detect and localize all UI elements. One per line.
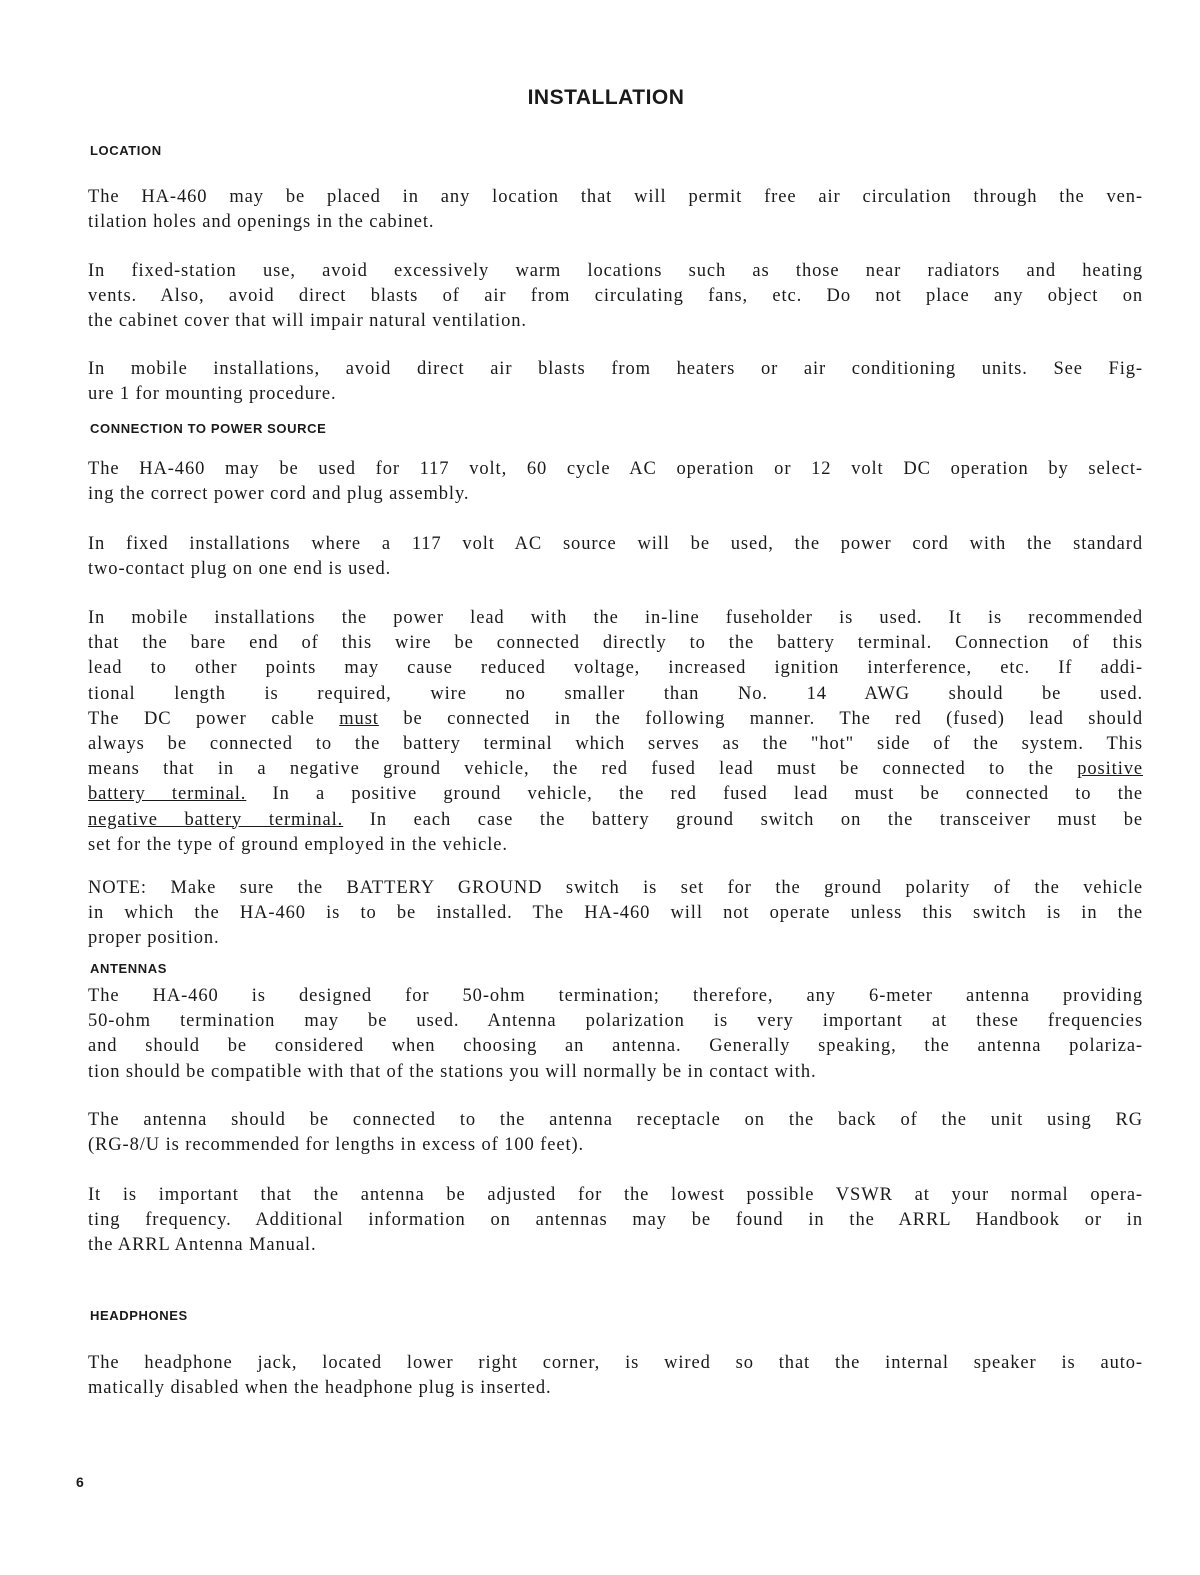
text-line bbox=[88, 808, 1143, 833]
text-line: The antenna should be connected to the antenna receptacle on the back of the unit using RG bbox=[88, 1110, 1143, 1130]
text-line: The headphone jack, located lower right corner, is wired so that the internal speaker is auto- bbox=[88, 1353, 1143, 1373]
text-line bbox=[88, 757, 1143, 782]
underlined-text: negative battery terminal. bbox=[88, 809, 344, 830]
section-heading: ANTENNAS bbox=[90, 961, 168, 976]
text-line: The HA-460 may be used for 117 volt, 60 cycle AC operation or 12 volt DC operation by select- bbox=[88, 459, 1143, 479]
text-segment: In each case the battery ground switch on the transceiver must be bbox=[343, 809, 1143, 830]
text-line: ure 1 for mounting procedure. bbox=[88, 384, 337, 405]
paragraph bbox=[88, 1351, 1143, 1401]
text-line: The HA-460 may be placed in any location that will permit free air circulation through the ven- bbox=[88, 187, 1143, 207]
paragraph bbox=[88, 259, 1143, 335]
text-line: The HA-460 is designed for 50-ohm termination; therefore, any 6-meter antenna providing bbox=[88, 986, 1143, 1006]
text-line: the ARRL Antenna Manual. bbox=[88, 1235, 317, 1256]
page-title: INSTALLATION bbox=[527, 86, 685, 109]
text-line: tion should be compatible with that of the stations you will normally be in contact with. bbox=[88, 1061, 817, 1082]
text-line: vents. Also, avoid direct blasts of air from circulating fans, etc. Do not place any object on bbox=[88, 286, 1143, 307]
text-line bbox=[88, 707, 1143, 732]
section-heading: LOCATION bbox=[90, 143, 162, 158]
text-line: that the bare end of this wire be connected directly to the battery terminal. Connection of this bbox=[88, 633, 1143, 654]
paragraph bbox=[88, 532, 1143, 582]
paragraph bbox=[88, 876, 1143, 952]
text-line: two-contact plug on one end is used. bbox=[88, 559, 392, 580]
text-line: In fixed-station use, avoid excessively warm locations such as those near radiators and heating bbox=[88, 261, 1143, 281]
text-segment: be connected in the following manner. The red (fused) lead should bbox=[378, 708, 1143, 729]
text-segment: The DC power cable bbox=[88, 708, 340, 729]
paragraph bbox=[88, 357, 1143, 407]
section-heading: CONNECTION TO POWER SOURCE bbox=[90, 421, 327, 436]
paragraph bbox=[88, 606, 1143, 858]
paragraph bbox=[88, 984, 1143, 1085]
text-line: and should be considered when choosing an antenna. Generally speaking, the antenna polariza- bbox=[88, 1036, 1143, 1057]
page-number: 6 bbox=[76, 1474, 84, 1490]
text-line: It is important that the antenna be adjusted for the lowest possible VSWR at your normal opera- bbox=[88, 1185, 1143, 1205]
text-line: In mobile installations, avoid direct air blasts from heaters or air conditioning units. See Fig- bbox=[88, 359, 1143, 379]
underlined-text: battery terminal. bbox=[88, 784, 247, 805]
paragraph bbox=[88, 457, 1143, 507]
paragraph bbox=[88, 1108, 1143, 1158]
text-line: lead to other points may cause reduced voltage, increased ignition interference, etc. If addi- bbox=[88, 658, 1143, 679]
paragraph bbox=[88, 185, 1143, 235]
underlined-text: positive bbox=[1077, 759, 1143, 780]
text-segment: In a positive ground vehicle, the red fused lead must be connected to the bbox=[246, 784, 1143, 805]
section-heading: HEADPHONES bbox=[90, 1308, 188, 1323]
text-line: always be connected to the battery terminal which serves as the "hot" side of the system. This bbox=[88, 733, 1143, 754]
text-line: in which the HA-460 is to be installed. The HA-460 will not operate unless this switch is in the bbox=[88, 903, 1143, 924]
text-segment: means that in a negative ground vehicle, the red fused lead must be connected to the bbox=[88, 759, 1078, 780]
text-line: tilation holes and openings in the cabinet. bbox=[88, 212, 435, 233]
paragraph bbox=[88, 1183, 1143, 1259]
text-line: matically disabled when the headphone plug is inserted. bbox=[88, 1378, 552, 1399]
text-line: the cabinet cover that will impair natural ventilation. bbox=[88, 311, 527, 332]
text-line: ting frequency. Additional information on antennas may be found in the ARRL Handbook or in bbox=[88, 1210, 1143, 1231]
text-line: set for the type of ground employed in the vehicle. bbox=[88, 834, 508, 855]
text-line: ing the correct power cord and plug assembly. bbox=[88, 484, 470, 505]
text-line: NOTE: Make sure the BATTERY GROUND switch is set for the ground polarity of the vehicle bbox=[88, 878, 1143, 898]
text-line: In mobile installations the power lead with the in-line fuseholder is used. It is recommended bbox=[88, 608, 1143, 628]
text-line: (RG-8/U is recommended for lengths in excess of 100 feet). bbox=[88, 1135, 585, 1156]
text-line: 50-ohm termination may be used. Antenna polarization is very important at these frequencies bbox=[88, 1011, 1143, 1032]
text-line: In fixed installations where a 117 volt AC source will be used, the power cord with the standard bbox=[88, 534, 1143, 554]
underlined-text: must bbox=[339, 708, 379, 729]
text-line: tional length is required, wire no smaller than No. 14 AWG should be used. bbox=[88, 683, 1143, 704]
text-line bbox=[88, 782, 1143, 807]
text-line: proper position. bbox=[88, 928, 220, 949]
